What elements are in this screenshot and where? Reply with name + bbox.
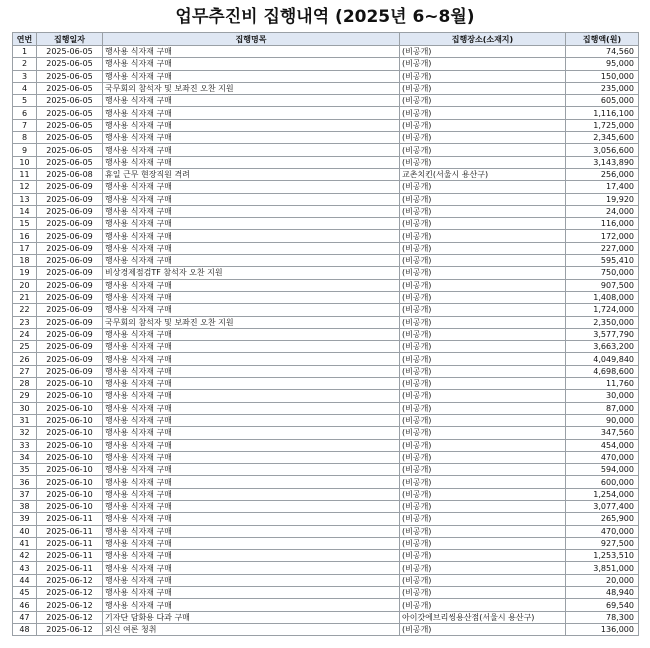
cell-place: (비공개) (400, 46, 566, 58)
cell-date: 2025-06-09 (37, 181, 103, 193)
cell-place: (비공개) (400, 230, 566, 242)
cell-serial: 12 (13, 181, 37, 193)
cell-amount: 69,540 (566, 599, 639, 611)
cell-date: 2025-06-12 (37, 574, 103, 586)
cell-place: (비공개) (400, 587, 566, 599)
table-row (13, 476, 639, 488)
cell-serial: 6 (13, 107, 37, 119)
cell-date: 2025-06-09 (37, 205, 103, 217)
cell-serial: 2 (13, 58, 37, 70)
cell-amount: 3,056,600 (566, 144, 639, 156)
cell-amount: 3,577,790 (566, 328, 639, 340)
table-row (13, 304, 639, 316)
cell-place: (비공개) (400, 562, 566, 574)
cell-purpose: 행사용 식자재 구매 (103, 193, 400, 205)
table-row (13, 365, 639, 377)
cell-purpose: 행사용 식자재 구매 (103, 181, 400, 193)
table-row (13, 390, 639, 402)
cell-place: (비공개) (400, 365, 566, 377)
cell-serial: 47 (13, 611, 37, 623)
cell-place: (비공개) (400, 279, 566, 291)
cell-purpose: 행사용 식자재 구매 (103, 95, 400, 107)
cell-purpose: 행사용 식자재 구매 (103, 304, 400, 316)
table-row (13, 328, 639, 340)
cell-amount: 74,560 (566, 46, 639, 58)
cell-serial: 7 (13, 119, 37, 131)
cell-date: 2025-06-12 (37, 623, 103, 635)
cell-place: (비공개) (400, 414, 566, 426)
cell-amount: 907,500 (566, 279, 639, 291)
cell-amount: 347,560 (566, 427, 639, 439)
cell-serial: 33 (13, 439, 37, 451)
table-row (13, 279, 639, 291)
cell-place: (비공개) (400, 525, 566, 537)
expense-table (12, 32, 639, 636)
cell-place: (비공개) (400, 316, 566, 328)
cell-date: 2025-06-05 (37, 107, 103, 119)
cell-date: 2025-06-12 (37, 599, 103, 611)
table-row (13, 230, 639, 242)
cell-place: (비공개) (400, 58, 566, 70)
table-row (13, 316, 639, 328)
cell-purpose: 행사용 식자재 구매 (103, 365, 400, 377)
table-row (13, 414, 639, 426)
cell-date: 2025-06-10 (37, 464, 103, 476)
cell-purpose: 행사용 식자재 구매 (103, 328, 400, 340)
cell-purpose: 행사용 식자재 구매 (103, 537, 400, 549)
table-row (13, 46, 639, 58)
cell-purpose: 국무회의 참석자 및 보좌진 오찬 지원 (103, 82, 400, 94)
table-row (13, 255, 639, 267)
cell-place: (비공개) (400, 599, 566, 611)
cell-serial: 18 (13, 255, 37, 267)
cell-place: (비공개) (400, 304, 566, 316)
header-serial: 연번 (13, 33, 37, 46)
cell-date: 2025-06-11 (37, 525, 103, 537)
cell-place: (비공개) (400, 402, 566, 414)
cell-amount: 1,408,000 (566, 291, 639, 303)
table-row (13, 353, 639, 365)
cell-purpose: 행사용 식자재 구매 (103, 562, 400, 574)
cell-serial: 31 (13, 414, 37, 426)
cell-serial: 13 (13, 193, 37, 205)
cell-amount: 927,500 (566, 537, 639, 549)
cell-place: (비공개) (400, 464, 566, 476)
cell-date: 2025-06-09 (37, 291, 103, 303)
cell-amount: 595,410 (566, 255, 639, 267)
cell-date: 2025-06-11 (37, 513, 103, 525)
cell-purpose: 행사용 식자재 구매 (103, 242, 400, 254)
cell-purpose: 행사용 식자재 구매 (103, 230, 400, 242)
cell-serial: 30 (13, 402, 37, 414)
cell-serial: 40 (13, 525, 37, 537)
cell-date: 2025-06-09 (37, 255, 103, 267)
cell-purpose: 행사용 식자재 구매 (103, 279, 400, 291)
table-row (13, 144, 639, 156)
table-row (13, 599, 639, 611)
cell-purpose: 행사용 식자재 구매 (103, 513, 400, 525)
cell-amount: 87,000 (566, 402, 639, 414)
cell-amount: 3,077,400 (566, 500, 639, 512)
cell-purpose: 행사용 식자재 구매 (103, 205, 400, 217)
cell-purpose: 행사용 식자재 구매 (103, 390, 400, 402)
cell-purpose: 행사용 식자재 구매 (103, 341, 400, 353)
cell-serial: 36 (13, 476, 37, 488)
table-row (13, 242, 639, 254)
table-row (13, 218, 639, 230)
cell-purpose: 행사용 식자재 구매 (103, 70, 400, 82)
cell-amount: 235,000 (566, 82, 639, 94)
table-row (13, 439, 639, 451)
cell-amount: 3,663,200 (566, 341, 639, 353)
header-place: 집행장소(소재지) (400, 33, 566, 46)
cell-serial: 42 (13, 550, 37, 562)
cell-purpose: 행사용 식자재 구매 (103, 46, 400, 58)
document-title: 업무추진비 집행내역 (2025년 6~8월) (175, 7, 475, 27)
cell-date: 2025-06-10 (37, 476, 103, 488)
cell-serial: 15 (13, 218, 37, 230)
cell-purpose: 행사용 식자재 구매 (103, 427, 400, 439)
cell-amount: 30,000 (566, 390, 639, 402)
cell-place: (비공개) (400, 255, 566, 267)
cell-place: (비공개) (400, 341, 566, 353)
cell-amount: 116,000 (566, 218, 639, 230)
cell-date: 2025-06-09 (37, 193, 103, 205)
cell-amount: 4,698,600 (566, 365, 639, 377)
cell-place: (비공개) (400, 193, 566, 205)
cell-amount: 227,000 (566, 242, 639, 254)
header-date: 집행일자 (37, 33, 103, 46)
cell-date: 2025-06-09 (37, 304, 103, 316)
cell-purpose: 행사용 식자재 구매 (103, 414, 400, 426)
table-row (13, 623, 639, 635)
cell-place: (비공개) (400, 205, 566, 217)
cell-amount: 150,000 (566, 70, 639, 82)
cell-purpose: 행사용 식자재 구매 (103, 353, 400, 365)
cell-place: (비공개) (400, 353, 566, 365)
cell-amount: 172,000 (566, 230, 639, 242)
cell-place: (비공개) (400, 328, 566, 340)
table-row (13, 464, 639, 476)
cell-place: (비공개) (400, 70, 566, 82)
cell-date: 2025-06-09 (37, 279, 103, 291)
cell-date: 2025-06-11 (37, 537, 103, 549)
cell-amount: 19,920 (566, 193, 639, 205)
cell-serial: 22 (13, 304, 37, 316)
cell-date: 2025-06-05 (37, 46, 103, 58)
cell-place: (비공개) (400, 156, 566, 168)
cell-date: 2025-06-10 (37, 378, 103, 390)
table-row (13, 70, 639, 82)
cell-purpose: 행사용 식자재 구매 (103, 218, 400, 230)
cell-date: 2025-06-11 (37, 562, 103, 574)
table-row (13, 402, 639, 414)
cell-amount: 95,000 (566, 58, 639, 70)
table-row (13, 451, 639, 463)
cell-serial: 17 (13, 242, 37, 254)
header-purpose: 집행명목 (103, 33, 400, 46)
cell-place: (비공개) (400, 242, 566, 254)
table-row (13, 58, 639, 70)
cell-serial: 5 (13, 95, 37, 107)
cell-amount: 1,724,000 (566, 304, 639, 316)
cell-purpose: 행사용 식자재 구매 (103, 119, 400, 131)
header-amount: 집행액(원) (566, 33, 639, 46)
cell-date: 2025-06-10 (37, 451, 103, 463)
cell-serial: 24 (13, 328, 37, 340)
cell-serial: 37 (13, 488, 37, 500)
cell-serial: 16 (13, 230, 37, 242)
table-row (13, 82, 639, 94)
cell-serial: 3 (13, 70, 37, 82)
cell-serial: 21 (13, 291, 37, 303)
cell-purpose: 행사용 식자재 구매 (103, 476, 400, 488)
cell-serial: 25 (13, 341, 37, 353)
cell-amount: 605,000 (566, 95, 639, 107)
table-row (13, 513, 639, 525)
cell-amount: 11,760 (566, 378, 639, 390)
cell-date: 2025-06-09 (37, 316, 103, 328)
cell-date: 2025-06-05 (37, 82, 103, 94)
table-row (13, 550, 639, 562)
cell-place: (비공개) (400, 574, 566, 586)
cell-date: 2025-06-05 (37, 58, 103, 70)
cell-place: (비공개) (400, 181, 566, 193)
cell-serial: 44 (13, 574, 37, 586)
cell-date: 2025-06-05 (37, 156, 103, 168)
cell-purpose: 행사용 식자재 구매 (103, 500, 400, 512)
cell-date: 2025-06-09 (37, 341, 103, 353)
cell-purpose: 행사용 식자재 구매 (103, 587, 400, 599)
table-row (13, 132, 639, 144)
cell-purpose: 행사용 식자재 구매 (103, 132, 400, 144)
cell-amount: 1,116,100 (566, 107, 639, 119)
cell-amount: 1,253,510 (566, 550, 639, 562)
table-row (13, 574, 639, 586)
cell-date: 2025-06-10 (37, 402, 103, 414)
cell-serial: 11 (13, 168, 37, 180)
cell-amount: 3,143,890 (566, 156, 639, 168)
cell-place: (비공개) (400, 95, 566, 107)
cell-serial: 8 (13, 132, 37, 144)
table-row (13, 611, 639, 623)
cell-place: (비공개) (400, 513, 566, 525)
cell-amount: 454,000 (566, 439, 639, 451)
table-row (13, 427, 639, 439)
cell-amount: 3,851,000 (566, 562, 639, 574)
cell-purpose: 행사용 식자재 구매 (103, 464, 400, 476)
table-row (13, 267, 639, 279)
cell-place: (비공개) (400, 218, 566, 230)
table-row (13, 95, 639, 107)
cell-place: (비공개) (400, 107, 566, 119)
cell-purpose: 행사용 식자재 구매 (103, 451, 400, 463)
cell-amount: 470,000 (566, 451, 639, 463)
cell-purpose: 기자단 담화용 다과 구매 (103, 611, 400, 623)
cell-amount: 78,300 (566, 611, 639, 623)
table-row (13, 156, 639, 168)
table-row (13, 205, 639, 217)
cell-amount: 1,254,000 (566, 488, 639, 500)
cell-amount: 4,049,840 (566, 353, 639, 365)
table-row (13, 562, 639, 574)
table-row (13, 378, 639, 390)
cell-place: (비공개) (400, 476, 566, 488)
cell-date: 2025-06-09 (37, 218, 103, 230)
table-row (13, 181, 639, 193)
cell-place: (비공개) (400, 500, 566, 512)
cell-date: 2025-06-05 (37, 144, 103, 156)
cell-place: (비공개) (400, 291, 566, 303)
cell-amount: 750,000 (566, 267, 639, 279)
cell-purpose: 행사용 식자재 구매 (103, 574, 400, 586)
table-row (13, 341, 639, 353)
cell-serial: 20 (13, 279, 37, 291)
table-row (13, 168, 639, 180)
cell-date: 2025-06-10 (37, 390, 103, 402)
cell-amount: 594,000 (566, 464, 639, 476)
table-row (13, 488, 639, 500)
cell-date: 2025-06-09 (37, 365, 103, 377)
cell-purpose: 행사용 식자재 구매 (103, 439, 400, 451)
cell-place: (비공개) (400, 623, 566, 635)
cell-serial: 38 (13, 500, 37, 512)
cell-date: 2025-06-09 (37, 242, 103, 254)
cell-serial: 39 (13, 513, 37, 525)
table-row (13, 587, 639, 599)
cell-place: (비공개) (400, 537, 566, 549)
cell-place: (비공개) (400, 439, 566, 451)
cell-serial: 48 (13, 623, 37, 635)
cell-serial: 32 (13, 427, 37, 439)
cell-date: 2025-06-12 (37, 611, 103, 623)
cell-serial: 35 (13, 464, 37, 476)
cell-purpose: 휴일 근무 현장직원 격려 (103, 168, 400, 180)
cell-purpose: 행사용 식자재 구매 (103, 58, 400, 70)
cell-purpose: 행사용 식자재 구매 (103, 488, 400, 500)
cell-place: (비공개) (400, 390, 566, 402)
cell-amount: 136,000 (566, 623, 639, 635)
table-row (13, 537, 639, 549)
cell-purpose: 행사용 식자재 구매 (103, 291, 400, 303)
cell-amount: 48,940 (566, 587, 639, 599)
cell-date: 2025-06-05 (37, 70, 103, 82)
cell-amount: 600,000 (566, 476, 639, 488)
cell-place: (비공개) (400, 119, 566, 131)
cell-place: (비공개) (400, 132, 566, 144)
cell-amount: 90,000 (566, 414, 639, 426)
header-row (13, 33, 639, 46)
table-row (13, 193, 639, 205)
cell-serial: 19 (13, 267, 37, 279)
cell-date: 2025-06-05 (37, 132, 103, 144)
cell-place: (비공개) (400, 267, 566, 279)
cell-place: (비공개) (400, 550, 566, 562)
cell-serial: 41 (13, 537, 37, 549)
cell-purpose: 행사용 식자재 구매 (103, 156, 400, 168)
cell-serial: 43 (13, 562, 37, 574)
cell-date: 2025-06-10 (37, 414, 103, 426)
cell-amount: 24,000 (566, 205, 639, 217)
cell-date: 2025-06-05 (37, 95, 103, 107)
cell-date: 2025-06-05 (37, 119, 103, 131)
cell-serial: 28 (13, 378, 37, 390)
cell-purpose: 행사용 식자재 구매 (103, 525, 400, 537)
cell-place: (비공개) (400, 451, 566, 463)
cell-purpose: 행사용 식자재 구매 (103, 255, 400, 267)
cell-date: 2025-06-10 (37, 427, 103, 439)
cell-amount: 20,000 (566, 574, 639, 586)
cell-amount: 2,345,600 (566, 132, 639, 144)
cell-purpose: 행사용 식자재 구매 (103, 402, 400, 414)
cell-purpose: 행사용 식자재 구매 (103, 107, 400, 119)
cell-amount: 470,000 (566, 525, 639, 537)
cell-serial: 23 (13, 316, 37, 328)
cell-date: 2025-06-11 (37, 550, 103, 562)
cell-serial: 9 (13, 144, 37, 156)
cell-serial: 10 (13, 156, 37, 168)
cell-purpose: 비상경제점검TF 참석자 오찬 지원 (103, 267, 400, 279)
cell-date: 2025-06-09 (37, 267, 103, 279)
cell-place: 교촌치킨(서울시 용산구) (400, 168, 566, 180)
table-row (13, 525, 639, 537)
cell-date: 2025-06-09 (37, 230, 103, 242)
table-row (13, 291, 639, 303)
table-row (13, 107, 639, 119)
cell-place: 아이갓에브리씽용산점(서울시 용산구) (400, 611, 566, 623)
cell-place: (비공개) (400, 82, 566, 94)
cell-purpose: 국무회의 참석자 및 보좌진 오찬 지원 (103, 316, 400, 328)
cell-place: (비공개) (400, 488, 566, 500)
cell-serial: 46 (13, 599, 37, 611)
expense-sheet (12, 32, 638, 636)
cell-serial: 34 (13, 451, 37, 463)
cell-purpose: 행사용 식자재 구매 (103, 144, 400, 156)
cell-place: (비공개) (400, 144, 566, 156)
cell-amount: 265,900 (566, 513, 639, 525)
cell-serial: 14 (13, 205, 37, 217)
table-body (13, 46, 639, 636)
table-row (13, 119, 639, 131)
cell-date: 2025-06-12 (37, 587, 103, 599)
cell-place: (비공개) (400, 378, 566, 390)
cell-serial: 26 (13, 353, 37, 365)
cell-amount: 17,400 (566, 181, 639, 193)
cell-serial: 29 (13, 390, 37, 402)
cell-date: 2025-06-09 (37, 328, 103, 340)
cell-purpose: 외신 여론 청취 (103, 623, 400, 635)
table-row (13, 500, 639, 512)
cell-amount: 1,725,000 (566, 119, 639, 131)
cell-amount: 256,000 (566, 168, 639, 180)
cell-date: 2025-06-10 (37, 488, 103, 500)
cell-purpose: 행사용 식자재 구매 (103, 378, 400, 390)
cell-date: 2025-06-08 (37, 168, 103, 180)
cell-date: 2025-06-10 (37, 439, 103, 451)
cell-date: 2025-06-10 (37, 500, 103, 512)
cell-amount: 2,350,000 (566, 316, 639, 328)
cell-serial: 1 (13, 46, 37, 58)
cell-date: 2025-06-09 (37, 353, 103, 365)
cell-serial: 27 (13, 365, 37, 377)
cell-serial: 4 (13, 82, 37, 94)
cell-purpose: 행사용 식자재 구매 (103, 599, 400, 611)
cell-place: (비공개) (400, 427, 566, 439)
cell-serial: 45 (13, 587, 37, 599)
cell-purpose: 행사용 식자재 구매 (103, 550, 400, 562)
